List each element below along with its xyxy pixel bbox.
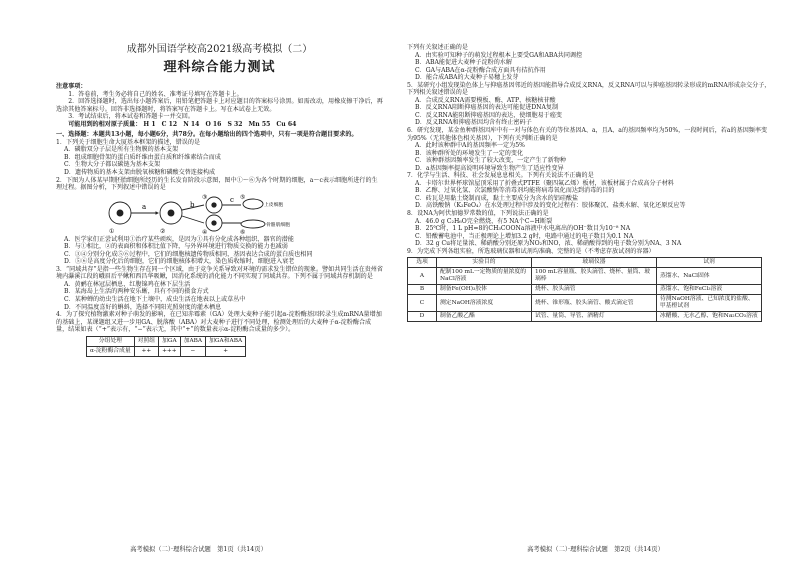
table-cell: D <box>408 312 437 322</box>
option: B．某海岛上生活的两种安乐蜥，具有不同的摄食方式 <box>64 288 209 296</box>
table-cell: C <box>408 295 437 312</box>
option: C．GA与ABA在α-淀粉酶合成方面具有拮抗作用 <box>415 66 546 74</box>
table-cell: 烧杯、胶头滴管 <box>532 285 657 295</box>
label-c: c <box>230 195 234 204</box>
option: B．ABA能促进大麦种子淀粉的水解 <box>415 59 512 67</box>
label-1: ① <box>109 227 115 235</box>
table-row-label: α-淀粉酶合成量 <box>87 346 135 356</box>
option: A．46.0 g C₂H₆O完全燃烧，有5 NA个C−H断裂 <box>415 217 553 225</box>
page-2 <box>397 0 794 561</box>
question-8: 8．设NA为阿伏加德罗常数的值，下列说法正确的是 <box>407 210 549 218</box>
table-cell: + <box>206 346 246 356</box>
table-header: 玻璃仪器 <box>532 258 657 268</box>
table-cell: − <box>180 346 205 356</box>
notice-item: 1．答卷前，考生务必将自己的姓名、准考证号填写在答题卡上。 <box>68 90 243 98</box>
option: B．乙醇、过氧化氢、次氯酸钠等消毒剂均能将病毒氧化而达到消毒的目的 <box>415 187 615 195</box>
table-header: 选项 <box>408 258 437 268</box>
table-header: 分组处理 <box>87 336 135 346</box>
experiment-table <box>407 257 762 322</box>
question-5: 5．某研究小组发现染色体上与抑癌基因邻近的基因能指导合成反义RNA，反义RNA可以与抑癌基因转录形成的mRNA形成杂交分子，下列相关叙述错误的是 <box>407 81 771 97</box>
exam-title: 理科综合能力测试 <box>163 60 276 75</box>
notice-heading: 注意事项： <box>56 83 87 90</box>
table-cell: ++ <box>134 346 158 356</box>
notice-item: 3．考试结束后，将本试卷和答题卡一并交回。 <box>68 113 194 121</box>
option: D．a基因频率提高说明环境导致生物产生了适应性变异 <box>415 164 564 172</box>
table-cell: B <box>408 285 437 295</box>
label-4: ④ <box>202 228 208 236</box>
option: C．反义RNA能阻断抑癌基因的表达，使细胞易于癌变 <box>415 111 562 119</box>
table-cell: A <box>408 268 437 285</box>
page-footer: 高考模拟（二）·理科综合试题 第2页（共14页） <box>527 546 664 553</box>
caption-epithelial: 上皮细胞 <box>264 202 284 208</box>
option: D．⑤⑥是高度分化后的细胞，它们的细胞核体积增大，染色质收缩时，细胞进入衰老 <box>64 258 295 266</box>
table-header: 实验目的 <box>437 258 532 268</box>
school-title: 成都外国语学校高2021级高考模拟（二） <box>126 44 313 55</box>
table-row <box>408 285 762 295</box>
table-cell: 蒸馏水、NaCl固体 <box>657 268 762 285</box>
question-7: 7．化学与生活、科技、社会发展息息相关。下列有关说法不正确的是 <box>407 172 594 180</box>
table-cell: +++ <box>159 346 181 356</box>
table-header: 试剂 <box>657 258 762 268</box>
table-cell: 配制100 mL一定物质的量浓度的NaCl溶液 <box>437 268 532 285</box>
table-header: 对照组 <box>134 336 158 346</box>
table-row <box>408 295 762 312</box>
option: D．不同温度喜好的蝌蚪，选择不同阳光照射度的灌木栖息 <box>64 303 222 311</box>
question-6: 6．研究发现，某金鱼种群基因库中有一对与体色有关的等位基因A、a，且A、a的基因频率均为50%，一段时间后，若a的基因频率变为95%（无其他体色相关基因），下列有关判断正确的是 <box>407 127 768 142</box>
option: A．此时该种群中A的基因频率一定为5% <box>415 142 525 150</box>
option: A．合成反义RNA需要模板、酶、ATP、核糖核苷酸 <box>415 96 556 104</box>
label-3: ③ <box>202 193 208 201</box>
label-5: ⑤ <box>240 193 246 201</box>
option: D．反义RNA和抑癌基因均含有终止密码子 <box>415 119 532 127</box>
option: D．高铁酸钠（K₂FeO₄）在水处理过程中涉及的变化过程有：胶体聚沉、盐类水解、氧化还原反应等 <box>415 202 686 210</box>
table-header: 加GA <box>159 336 181 346</box>
option: C．生物大分子都以碳链为基本支架 <box>64 161 161 169</box>
table-cell: 制备Fe(OH)₃胶体 <box>437 285 532 295</box>
section-heading: 一、选择题：本题共13小题，每小题6分，共78分。在每小题给出的四个选项中，只有一项是符合题目要求的。 <box>56 131 358 139</box>
table-cell: 100 mL容量瓶、胶头滴管、烧杯、量筒、玻璃棒 <box>532 268 657 285</box>
label-a: a <box>142 202 147 211</box>
option: D．32 g Cu将足量浓、稀硝酸分别还原为NO₂和NO，浓、稀硝酸得到的电子数分别为NA、3 NA <box>415 240 682 248</box>
option: A．磷脂双分子层是所有生物膜的基本支架 <box>64 146 179 154</box>
table-cell: 冰醋酸、无水乙醇、饱和Na₂CO₃溶液 <box>657 312 762 322</box>
option: B．组成细胞骨架的蛋白质纤维由蛋白质和纤维素结合而成 <box>64 153 221 161</box>
table-cell: 测定NaOH溶液浓度 <box>437 295 532 312</box>
option: C．③④分别分化成⑤⑥过程中，它们的细胞核遗传物质相同，基因表达合成的蛋白质也相同 <box>64 250 313 258</box>
atomic-mass-line: 可能用到的相对原子质量： H 1 C 12 N 14 O 16 S 32 Mn 55 Cu 64 <box>68 120 297 128</box>
question-4: 4．为了探究植物激素对种子萌发的影响，在已知赤霉素（GA）处理大麦种子能引起α-淀粉酶基因转录生成mRNA量增加的基础上，某课题组又进一步用GA、脱落酸（ABA）对大麦种子进行不同处理，检测处理后的大麦种子α-淀粉酶合成量，结果如表（“+”表示有，“−”表示无，其中“+”的数量表示α-淀粉酶合成量的多少）。 <box>56 311 382 334</box>
hormone-table <box>86 336 246 357</box>
option: B．与①相比，②的表面积和体积比值下降，与外界环境进行物质交换的能力也减弱 <box>64 243 288 251</box>
cell-development-figure <box>106 193 383 235</box>
question-1: 1．下列关于细胞生命大厦基本框架的描述，错误的是 <box>56 138 201 146</box>
option: A．卡塔尔世界杯球馆屋顶采用了折叠式PTFE（聚四氟乙烯）板材，该板材属于合成高分子材料 <box>415 179 674 187</box>
question-4-continued: 下列有关叙述正确的是 <box>407 44 468 51</box>
question-9: 9．为完成下列各组实验，所选玻璃仪器和试剂均准确、完整的是（不考虑存放试剂的容器） <box>407 247 655 255</box>
option: C．砖瓦是用黏土烧制而成，黏土主要成分为含水的铝硅酸盐 <box>415 194 579 202</box>
option: A．由实验可知种子的萌发过程根本上要受GA和ABA共同调控 <box>415 51 583 59</box>
label-2: ② <box>160 227 166 235</box>
option: D．遗传物质的基本支架由脱氧核糖和磷酸交替连接构成 <box>64 169 216 177</box>
option: A．医学家们正尝试利用①治疗某些顽疾，是因为①具有分化成各种组织、器官的潜能 <box>64 235 294 243</box>
table-row <box>408 268 762 285</box>
option: C．铅酸蓄电池中，当正极理论上增加3.2 g时，电路中通过的电子数目为0.1 NA <box>415 232 634 240</box>
label-b: b <box>190 200 195 209</box>
question-2: 2．下图为人体某早期胚胎细胞所经历的生长发育阶段示意图，图中①～⑥为各个时期的细胞，a～c表示细胞所进行的生理过程。据图分析，下列叙述中错误的是 <box>56 176 378 192</box>
option: C．该种群基因频率发生了较大改变，一定产生了新物种 <box>415 157 566 165</box>
caption-muscle: 骨骼肌细胞 <box>266 222 290 228</box>
option: C．某种蝉的幼虫生活在地下土壤中，成虫生活在地表以上或草丛中 <box>64 296 246 304</box>
table-cell: 蒸馏水、饱和FeCl₃溶液 <box>657 285 762 295</box>
notice-item: 2．回答选择题时，选出每小题答案后，用铅笔把答题卡上对应题目的答案标号涂黑。如需改动，用橡皮擦干净后，再选涂其他答案标号。回答非选择题时，将答案写在答题卡上。写在本试卷上无效。 <box>56 98 383 113</box>
table-cell: 试管、量筒、导管、酒精灯 <box>532 312 657 322</box>
option: A．黄鹂在林冠层栖息，红腹锦鸡在林下层生活 <box>64 280 191 288</box>
table-row <box>408 312 762 322</box>
table-cell: 制备乙酸乙酯 <box>437 312 532 322</box>
question-3: 3．“同域共存”是指一些生物生存在同一个区域，由于竞争关系导致对环境的需求发生错位的现象。譬如共同生活在贵州省境内瀑溪江段的峨眉后平鳅和西昌华吸鳅，因消化系统的消化能力不同实现了同域共存。下列不属于同域共存机制的是 <box>56 265 383 281</box>
table-header: 加GA和ABA <box>206 336 246 346</box>
table-header: 加ABA <box>180 336 205 346</box>
table-cell: 待测NaOH溶液、已知浓度的盐酸、甲基橙试剂 <box>657 295 762 312</box>
label-6: ⑥ <box>240 228 246 236</box>
option: B．25℃时，1 L pH=8的CH₃COONa溶液中水电离出的OH⁻数目为10⁻⁸ NA <box>415 225 631 233</box>
option: B．该种群所处的环境发生了一定的变化 <box>415 149 524 157</box>
option: D．能合成ABA的大麦种子易穗上发芽 <box>415 74 519 82</box>
table-cell: 烧杯、锥形瓶、胶头滴管、酸式滴定管 <box>532 295 657 312</box>
page-footer: 高考模拟（二）·理科综合试题 第1页（共14页） <box>130 546 267 553</box>
cell-diagram-svg <box>106 193 290 236</box>
option: B．反义RNA阻断抑癌基因的表达可能促进DNA复制 <box>415 104 559 112</box>
